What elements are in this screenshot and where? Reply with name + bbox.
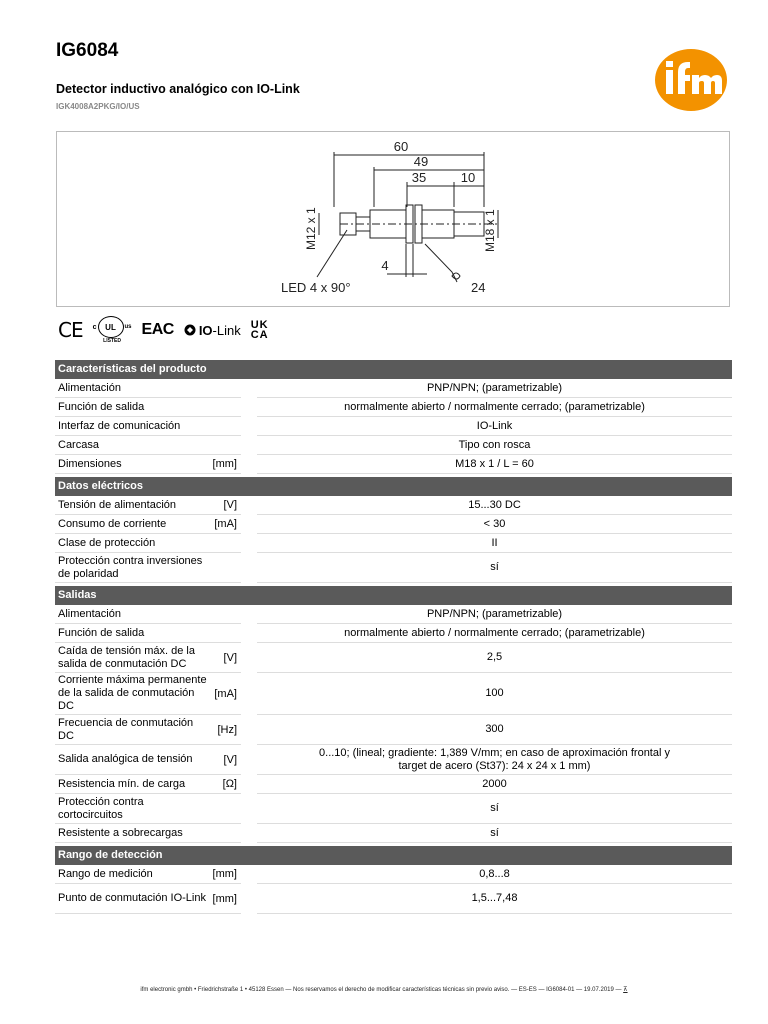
svg-text:LED 4 x 90°: LED 4 x 90° — [281, 280, 351, 295]
row-label: Alimentación — [55, 379, 210, 398]
row-value: sí — [257, 824, 732, 843]
table-row — [55, 496, 732, 515]
row-unit — [210, 824, 241, 843]
row-unit — [210, 436, 241, 455]
row-label: Protección contra cortocircuitos — [55, 794, 210, 824]
row-unit: [mm] — [210, 455, 241, 474]
row-unit — [210, 624, 241, 643]
row-label: Carcasa — [55, 436, 210, 455]
row-label: Frecuencia de conmutación DC — [55, 715, 210, 745]
row-value: normalmente abierto / normalmente cerrado; (parametrizable) — [257, 398, 732, 417]
row-value: sí — [257, 553, 732, 583]
row-value: 15...30 DC — [257, 496, 732, 515]
row-label: Alimentación — [55, 605, 210, 624]
row-value: < 30 — [257, 515, 732, 534]
row-unit — [210, 379, 241, 398]
row-value: sí — [257, 794, 732, 824]
table-row — [55, 534, 732, 553]
ukca-mark-icon: UK CA — [250, 319, 269, 341]
row-label: Función de salida — [55, 624, 210, 643]
row-value: normalmente abierto / normalmente cerrado; (parametrizable) — [257, 624, 732, 643]
svg-text:M18 x 1: M18 x 1 — [483, 209, 497, 252]
row-label: Dimensiones — [55, 455, 210, 474]
page-footer: ifm electronic gmbh • Friedrichstraße 1 • 45128 Essen — Nos reservamos el derecho de modificar características técnicas sin previo aviso. — ES-ES — IG6084-01 — 19.07.2019 — ⊼ — [140, 987, 628, 993]
row-unit — [210, 794, 241, 824]
section-header: Rango de detección — [55, 846, 732, 865]
row-unit: [mA] — [210, 515, 241, 534]
row-value: PNP/NPN; (parametrizable) — [257, 379, 732, 398]
row-unit — [210, 605, 241, 624]
table-row — [55, 605, 732, 624]
row-unit: [mm] — [210, 865, 241, 884]
row-label: Protección contra inversiones de polaridad — [55, 553, 210, 583]
svg-text:M12 x 1: M12 x 1 — [304, 207, 318, 250]
row-label: Interfaz de comunicación — [55, 417, 210, 436]
eac-mark-icon: EAC — [141, 321, 174, 338]
row-label: Tensión de alimentación — [55, 496, 210, 515]
table-row — [55, 553, 732, 583]
row-unit: [Ω] — [210, 775, 241, 794]
dimension-drawing — [56, 131, 730, 307]
row-value: PNP/NPN; (parametrizable) — [257, 605, 732, 624]
product-subtitle: Detector inductivo analógico con IO-Link — [56, 82, 300, 96]
row-unit: [V] — [210, 745, 241, 775]
row-value: 0...10; (lineal; gradiente: 1,389 V/mm; en caso de aproximación frontal y target de acero (St37): 24 x 24 x 1 mm) — [257, 745, 732, 775]
table-row — [55, 715, 732, 745]
row-value: 300 — [257, 715, 732, 745]
table-row — [55, 455, 732, 474]
section-header: Características del producto — [55, 360, 732, 379]
qr-link-icon[interactable]: ⊼ — [623, 987, 628, 993]
svg-text:24: 24 — [471, 280, 486, 295]
row-label: Corriente máxima permanente de la salida de conmutación DC — [55, 673, 210, 715]
row-unit — [210, 398, 241, 417]
table-row — [55, 745, 732, 775]
row-value: 2000 — [257, 775, 732, 794]
table-row — [55, 643, 732, 673]
row-unit — [210, 553, 241, 583]
table-row — [55, 824, 732, 843]
certification-marks — [58, 316, 269, 344]
row-label: Punto de conmutación IO-Link — [55, 884, 210, 914]
svg-text:10: 10 — [460, 170, 476, 185]
ul-listed-icon: c UL us LISTED — [93, 316, 132, 344]
table-row — [55, 775, 732, 794]
svg-text:35: 35 — [411, 170, 427, 185]
row-unit: [mm] — [210, 884, 241, 914]
table-row — [55, 417, 732, 436]
row-value: 2,5 — [257, 643, 732, 673]
table-row — [55, 624, 732, 643]
row-label: Función de salida — [55, 398, 210, 417]
row-label: Caída de tensión máx. de la salida de conmutación DC — [55, 643, 210, 673]
svg-text:49: 49 — [413, 154, 429, 169]
table-row — [55, 794, 732, 824]
row-unit: [V] — [210, 643, 241, 673]
row-value: M18 x 1 / L = 60 — [257, 455, 732, 474]
svg-text:4: 4 — [381, 258, 389, 273]
row-unit: [Hz] — [210, 715, 241, 745]
table-row — [55, 398, 732, 417]
row-label: Resistencia mín. de carga — [55, 775, 210, 794]
io-link-logo-icon: IO-Link — [184, 323, 241, 338]
row-unit: [V] — [210, 496, 241, 515]
row-value: IO-Link — [257, 417, 732, 436]
table-row — [55, 515, 732, 534]
row-value: Tipo con rosca — [257, 436, 732, 455]
product-title: IG6084 — [56, 40, 119, 61]
section-header: Salidas — [55, 586, 732, 605]
row-label: Resistente a sobrecargas — [55, 824, 210, 843]
row-label: Rango de medición — [55, 865, 210, 884]
table-row — [55, 673, 732, 715]
table-row — [55, 865, 732, 884]
row-label: Clase de protección — [55, 534, 210, 553]
table-row — [55, 436, 732, 455]
article-code: IGK4008A2PKG/IO/US — [56, 102, 140, 111]
specification-table — [55, 360, 732, 914]
row-label: Salida analógica de tensión — [55, 745, 210, 775]
row-value: 100 — [257, 673, 732, 715]
ifm-logo — [654, 48, 728, 112]
row-unit — [210, 417, 241, 436]
table-row — [55, 379, 732, 398]
row-value: II — [257, 534, 732, 553]
section-header: Datos eléctricos — [55, 477, 732, 496]
row-label: Consumo de corriente — [55, 515, 210, 534]
ce-mark-icon: CE — [58, 318, 83, 342]
row-value: 1,5...7,48 — [257, 884, 732, 914]
table-row — [55, 884, 732, 914]
svg-text:60: 60 — [393, 139, 409, 154]
row-unit — [210, 534, 241, 553]
row-value: 0,8...8 — [257, 865, 732, 884]
row-unit: [mA] — [210, 673, 241, 715]
